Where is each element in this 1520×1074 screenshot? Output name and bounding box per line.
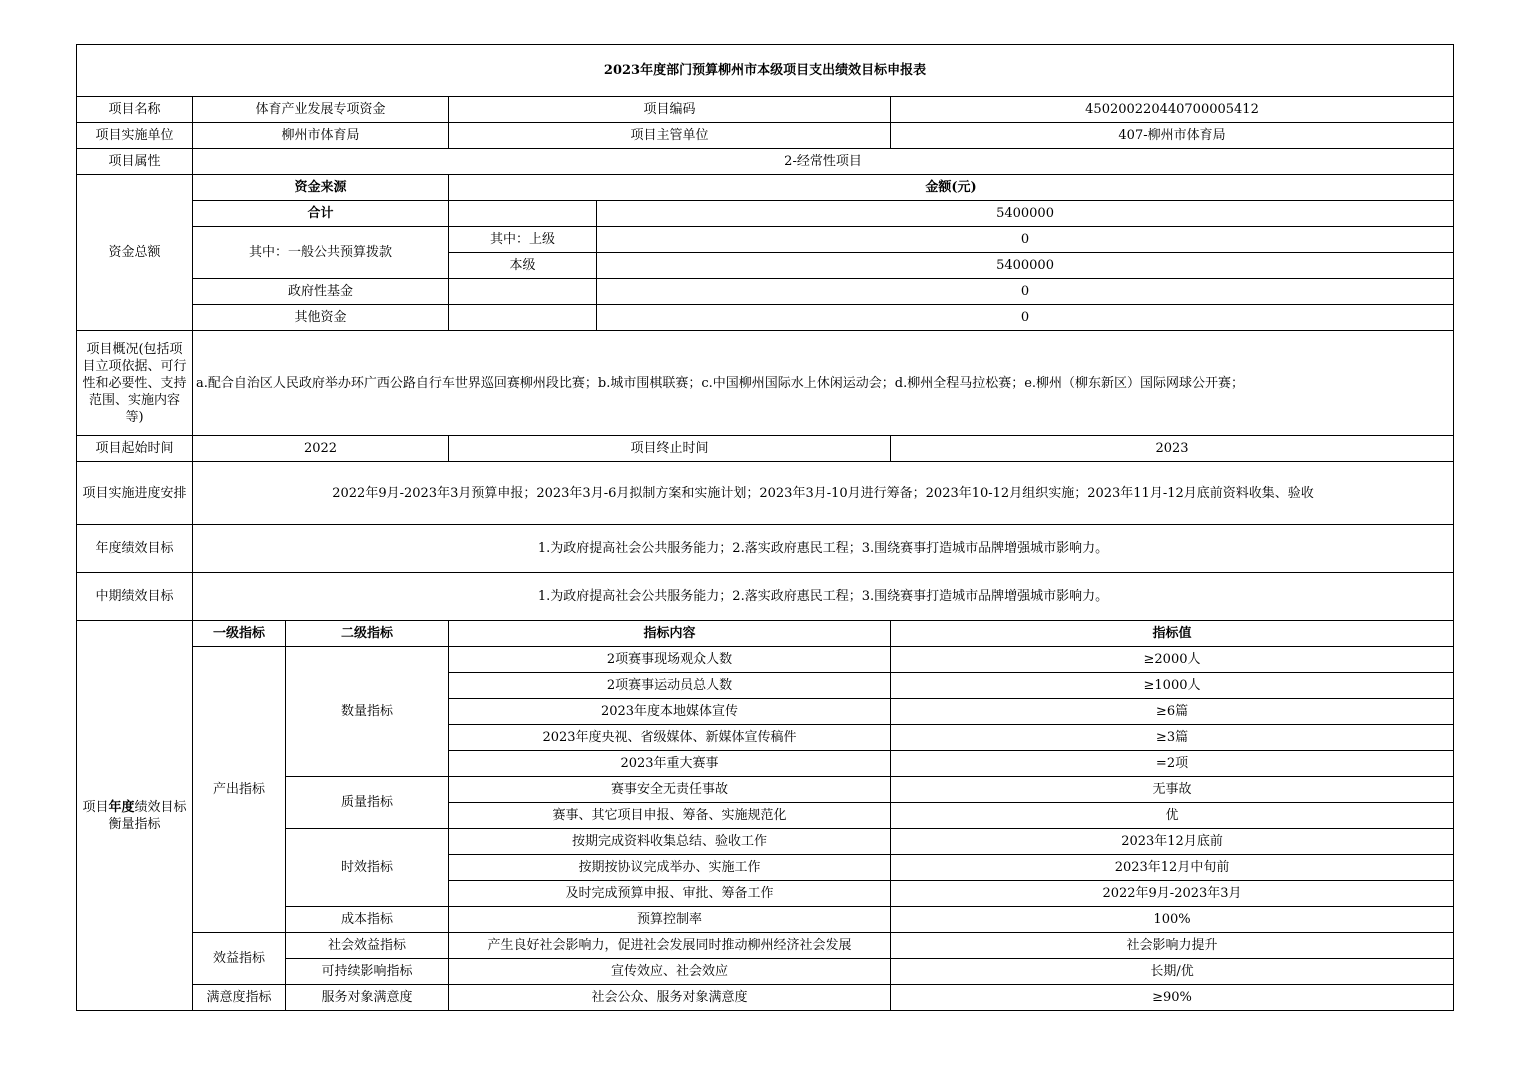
- annual-goal-content: 1.为政府提高社会公共服务能力；2.落实政府惠民工程；3.围绕赛事打造城市品牌增强城市影响力。: [193, 525, 1454, 573]
- upper-label: 其中：上级: [449, 227, 597, 253]
- supervisor-label: 项目主管单位: [449, 123, 891, 149]
- indicator-content: 2项赛事现场观众人数: [449, 647, 891, 673]
- start-time: 2022: [193, 436, 449, 462]
- indicator-content: 预算控制率: [449, 907, 891, 933]
- indicator-content: 2023年度本地媒体宣传: [449, 699, 891, 725]
- quality-indicator: 质量指标: [286, 777, 449, 829]
- gov-fund-blank: [449, 279, 597, 305]
- indicator-value: 2023年12月底前: [891, 829, 1454, 855]
- indicator-value: 100%: [891, 907, 1454, 933]
- header-level1: 一级指标: [193, 621, 286, 647]
- indicator-value: ≥6篇: [891, 699, 1454, 725]
- mid-goal-content: 1.为政府提高社会公共服务能力；2.落实政府惠民工程；3.围绕赛事打造城市品牌增强城市影响力。: [193, 573, 1454, 621]
- mid-goal-label: 中期绩效目标: [77, 573, 193, 621]
- indicator-value: 2023年12月中旬前: [891, 855, 1454, 881]
- total-label: 合计: [193, 201, 449, 227]
- satisfaction-indicator: 满意度指标: [193, 985, 286, 1011]
- indicator-content: 按期完成资料收集总结、验收工作: [449, 829, 891, 855]
- project-name: 体育产业发展专项资金: [193, 97, 449, 123]
- project-code-label: 项目编码: [449, 97, 891, 123]
- attr-label: 项目属性: [77, 149, 193, 175]
- indicator-value: ≥90%: [891, 985, 1454, 1011]
- indicator-value: 长期/优: [891, 959, 1454, 985]
- start-time-label: 项目起始时间: [77, 436, 193, 462]
- indicator-value: 社会影响力提升: [891, 933, 1454, 959]
- header-level2: 二级指标: [286, 621, 449, 647]
- impl-unit: 柳州市体育局: [193, 123, 449, 149]
- indicator-value: ≥3篇: [891, 725, 1454, 751]
- local-label: 本级: [449, 253, 597, 279]
- amount-header: 金额(元): [449, 175, 1454, 201]
- gov-fund-value: 0: [597, 279, 1454, 305]
- indicators-label-pre: 项目: [82, 799, 109, 815]
- other-fund-label: 其他资金: [193, 305, 449, 331]
- indicator-value: 2022年9月-2023年3月: [891, 881, 1454, 907]
- end-time-label: 项目终止时间: [449, 436, 891, 462]
- indicator-value: 优: [891, 803, 1454, 829]
- output-indicator: 产出指标: [193, 647, 286, 933]
- total-blank: [449, 201, 597, 227]
- indicator-content: 社会公众、服务对象满意度: [449, 985, 891, 1011]
- funds-label: 资金总额: [77, 175, 193, 331]
- project-name-label: 项目名称: [77, 97, 193, 123]
- attr-value: 2-经常性项目: [193, 149, 1454, 175]
- social-benefit-indicator: 社会效益指标: [286, 933, 449, 959]
- end-time: 2023: [891, 436, 1454, 462]
- header-content: 指标内容: [449, 621, 891, 647]
- indicator-content: 产生良好社会影响力，促进社会发展同时推动柳州经济社会发展: [449, 933, 891, 959]
- page-title: 2023年度部门预算柳州市本级项目支出绩效目标申报表: [77, 45, 1454, 97]
- overview-label: 项目概况(包括项目立项依据、可行性和必要性、支持范围、实施内容等): [77, 331, 193, 436]
- indicator-value: 无事故: [891, 777, 1454, 803]
- indicator-content: 2项赛事运动员总人数: [449, 673, 891, 699]
- quantity-indicator: 数量指标: [286, 647, 449, 777]
- indicators-label: [77, 621, 193, 1011]
- other-fund-blank: [449, 305, 597, 331]
- cost-indicator: 成本指标: [286, 907, 449, 933]
- performance-target-table: [76, 44, 1454, 1011]
- indicator-value: ≥1000人: [891, 673, 1454, 699]
- indicator-content: 及时完成预算申报、审批、筹备工作: [449, 881, 891, 907]
- sustain-indicator: 可持续影响指标: [286, 959, 449, 985]
- schedule-content: 2022年9月-2023年3月预算申报；2023年3月-6月拟制方案和实施计划；2023年3月-10月进行筹备；2023年10-12月组织实施；2023年11月-12月底前资料收集、验收: [193, 462, 1454, 525]
- other-fund-value: 0: [597, 305, 1454, 331]
- schedule-label: 项目实施进度安排: [77, 462, 193, 525]
- indicators-label-post: 绩效目标衡量指标: [108, 799, 187, 832]
- general-budget-label: 其中：一般公共预算拨款: [193, 227, 449, 279]
- benefit-indicator: 效益指标: [193, 933, 286, 985]
- indicator-value: ≥2000人: [891, 647, 1454, 673]
- indicator-content: 2023年重大赛事: [449, 751, 891, 777]
- header-value: 指标值: [891, 621, 1454, 647]
- annual-goal-label: 年度绩效目标: [77, 525, 193, 573]
- project-code: 450200220440700005412: [891, 97, 1454, 123]
- indicator-value: =2项: [891, 751, 1454, 777]
- indicator-content: 2023年度央视、省级媒体、新媒体宣传稿件: [449, 725, 891, 751]
- indicator-content: 按期按协议完成举办、实施工作: [449, 855, 891, 881]
- source-header: 资金来源: [193, 175, 449, 201]
- indicator-content: 赛事、其它项目申报、筹备、实施规范化: [449, 803, 891, 829]
- indicator-content: 宣传效应、社会效应: [449, 959, 891, 985]
- upper-value: 0: [597, 227, 1454, 253]
- indicator-content: 赛事安全无责任事故: [449, 777, 891, 803]
- gov-fund-label: 政府性基金: [193, 279, 449, 305]
- timeliness-indicator: 时效指标: [286, 829, 449, 907]
- overview-content: a.配合自治区人民政府举办环广西公路自行车世界巡回赛柳州段比赛；b.城市围棋联赛；c.中国柳州国际水上休闲运动会；d.柳州全程马拉松赛；e.柳州（柳东新区）国际网球公开赛；: [193, 331, 1454, 436]
- local-value: 5400000: [597, 253, 1454, 279]
- total-value: 5400000: [597, 201, 1454, 227]
- service-satisfaction-indicator: 服务对象满意度: [286, 985, 449, 1011]
- indicators-label-bold: 年度: [108, 799, 135, 815]
- impl-unit-label: 项目实施单位: [77, 123, 193, 149]
- supervisor: 407-柳州市体育局: [891, 123, 1454, 149]
